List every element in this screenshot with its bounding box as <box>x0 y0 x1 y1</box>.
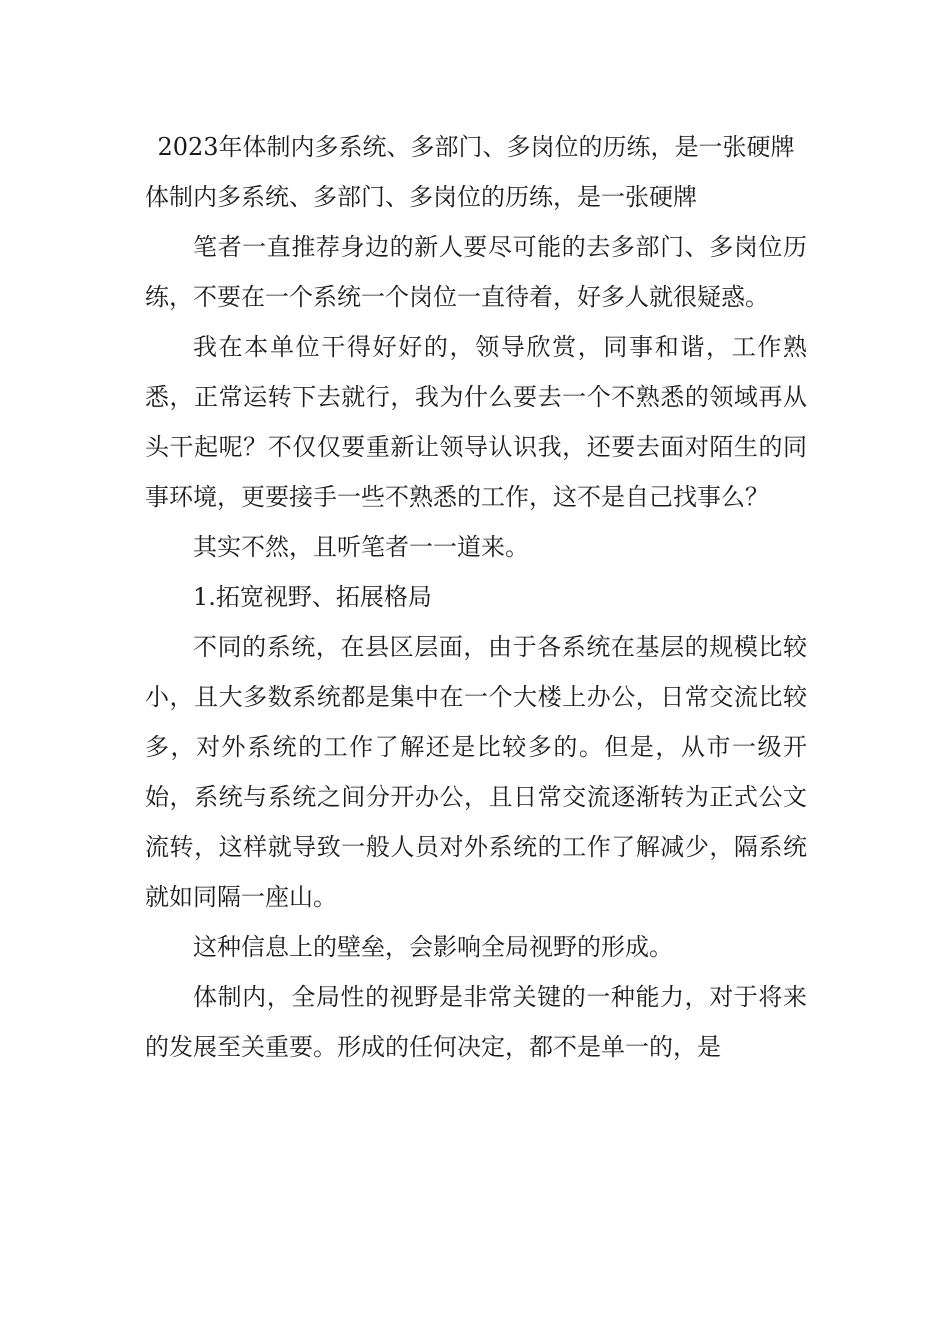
section-heading: 1.拓宽视野、拓展格局 <box>193 583 432 611</box>
paragraph-barrier: 这种信息上的壁垒，会影响全局视野的形成。 <box>193 933 673 961</box>
document-page <box>145 122 807 1072</box>
document-subtitle: 体制内多系统、多部门、多岗位的历练，是一张硬牌 <box>145 183 697 211</box>
document-title: 2023年体制内多系统、多部门、多岗位的历练，是一张硬牌 <box>157 133 795 161</box>
paragraph-intro: 笔者一直推荐身边的新人要尽可能的去多部门、多岗位历练，不要在一个系统一个岗位一直待着，好多人就很疑惑。 <box>145 233 807 311</box>
paragraph-question: 我在本单位干得好好的，领导欣赏，同事和谐，工作熟悉，正常运转下去就行，我为什么要去一个不熟悉的领域再从头干起呢？不仅仅要重新让领导认识我，还要去面对陌生的同事环境，更要接手一些不熟悉的工作，这不是自己找事么？ <box>145 333 807 511</box>
paragraph-transition: 其实不然，且听笔者一一道来。 <box>193 533 529 561</box>
paragraph-global-view: 体制内，全局性的视野是非常关键的一种能力，对于将来的发展至关重要。形成的任何决定，都不是单一的，是 <box>145 983 807 1061</box>
paragraph-systems: 不同的系统，在县区层面，由于各系统在基层的规模比较小，且大多数系统都是集中在一个大楼上办公，日常交流比较多，对外系统的工作了解还是比较多的。但是，从市一级开始，系统与系统之间分开办公，且日常交流逐渐转为正式公文流转，这样就导致一般人员对外系统的工作了解减少，隔系统就如同隔一座山。 <box>145 633 807 911</box>
